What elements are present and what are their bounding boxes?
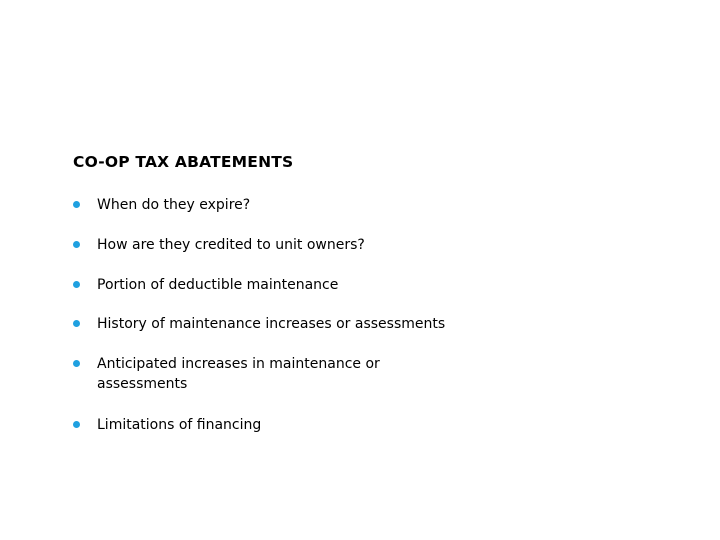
bullet-dot-icon: [73, 201, 80, 208]
bullet-text: Anticipated increases in maintenance or assessments: [97, 356, 380, 392]
bullet-dot-icon: [73, 281, 80, 288]
bullet-dot-icon: [73, 320, 80, 327]
bullet-text: When do they expire?: [97, 197, 251, 213]
bullet-dot-icon: [73, 241, 80, 248]
bullet-text: History of maintenance increases or assessments: [97, 316, 446, 332]
bullet-dot-icon: [73, 421, 80, 428]
bullet-text: How are they credited to unit owners?: [97, 237, 365, 253]
bullet-dot-icon: [73, 360, 80, 367]
bullet-text: Portion of deductible maintenance: [97, 277, 339, 293]
bullet-text: Limitations of financing: [97, 417, 262, 433]
slide-title: CO-OP TAX ABATEMENTS: [73, 153, 294, 171]
